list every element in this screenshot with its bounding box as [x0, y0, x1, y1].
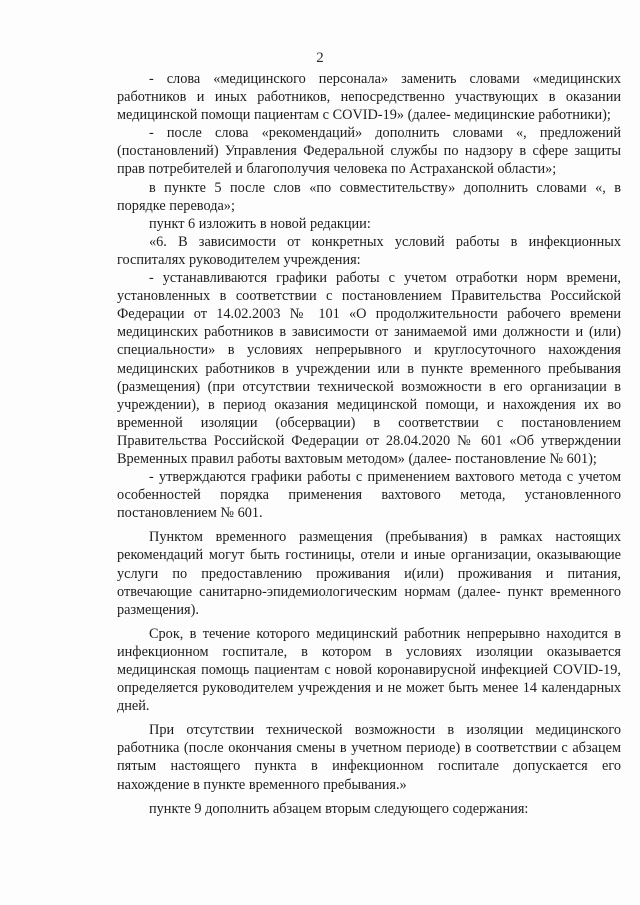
paragraph: - слова «медицинского персонала» заменить словами «медицинских работников и иных работников, непосредственно участвующих в оказании медицинской помощи пациентам с COVID-19» (далее- медицинские работники);	[117, 71, 621, 124]
paragraph: При отсутствии технической возможности в изоляции медицинского работника (после окончания смены в учетном периоде) в соответствии с абзацем пятым настоящего пункта в инфекционном госпитале допускается его нахождение в пункте временного пребывания.»	[117, 722, 621, 793]
page-number: 2	[316, 50, 324, 66]
paragraph: Срок, в течение которого медицинский работник непрерывно находится в инфекционном госпитале, в котором в условиях изоляции оказывается медицинская помощь пациентам с новой коронавирусной инфекцией COVID-19, определяется руководителем учреждения и не может быть менее 14 календарных дней.	[117, 625, 621, 715]
paragraph: пункте 9 дополнить абзацем вторым следующего содержания:	[149, 800, 529, 817]
paragraph: - утверждаются графики работы с применением вахтового метода с учетом особенностей порядка применения вахтового метода, установленного постановлением № 601.	[117, 469, 621, 522]
paragraph: «6. В зависимости от конкретных условий работы в инфекционных госпиталях руководителем учреждения:	[117, 233, 621, 268]
paragraph: пункт 6 изложить в новой редакции:	[149, 215, 371, 232]
document-body	[117, 70, 621, 818]
paragraph: - устанавливаются графики работы с учетом отработки норм времени, установленных в соответствии с постановлением Правительства Российской Федерации от 14.02.2003 № 101 «О продолжительности рабочего времени медицинских работников в зависимости от занимаемой ими должности и (или) специальности» в условиях непрерывного и круглосуточного нахождения медицинских работников в учреждении или в пункте временного пребывания (размещения) (при отсутствии технической возможности в его организации в учреждении), в период оказания медицинской помощи, и нахождения их во временной изоляции (обсервации) в соответствии с постановлением Правительства Российской Федерации от 28.04.2020 № 601 «Об утверждении Временных правил работы вахтовым методом» (далее- постановление № 601);	[117, 270, 621, 467]
paragraph: Пунктом временного размещения (пребывания) в рамках настоящих рекомендаций могут быть гостиницы, отели и иные организации, оказывающие услуги по предоставлению проживания и(или) проживания и питания, отвечающие санитарно-эпидемиологическим нормам (далее- пункт временного размещения).	[117, 529, 621, 618]
paragraph: в пункте 5 после слов «по совместительству» дополнить словами «, в порядке перевода»;	[117, 179, 621, 214]
paragraph: - после слова «рекомендаций» дополнить словами «, предложений (постановлений) Управления Федеральной службы по надзору в сфере защиты прав потребителей и благополучия человека по Астраханской области»;	[117, 125, 621, 178]
